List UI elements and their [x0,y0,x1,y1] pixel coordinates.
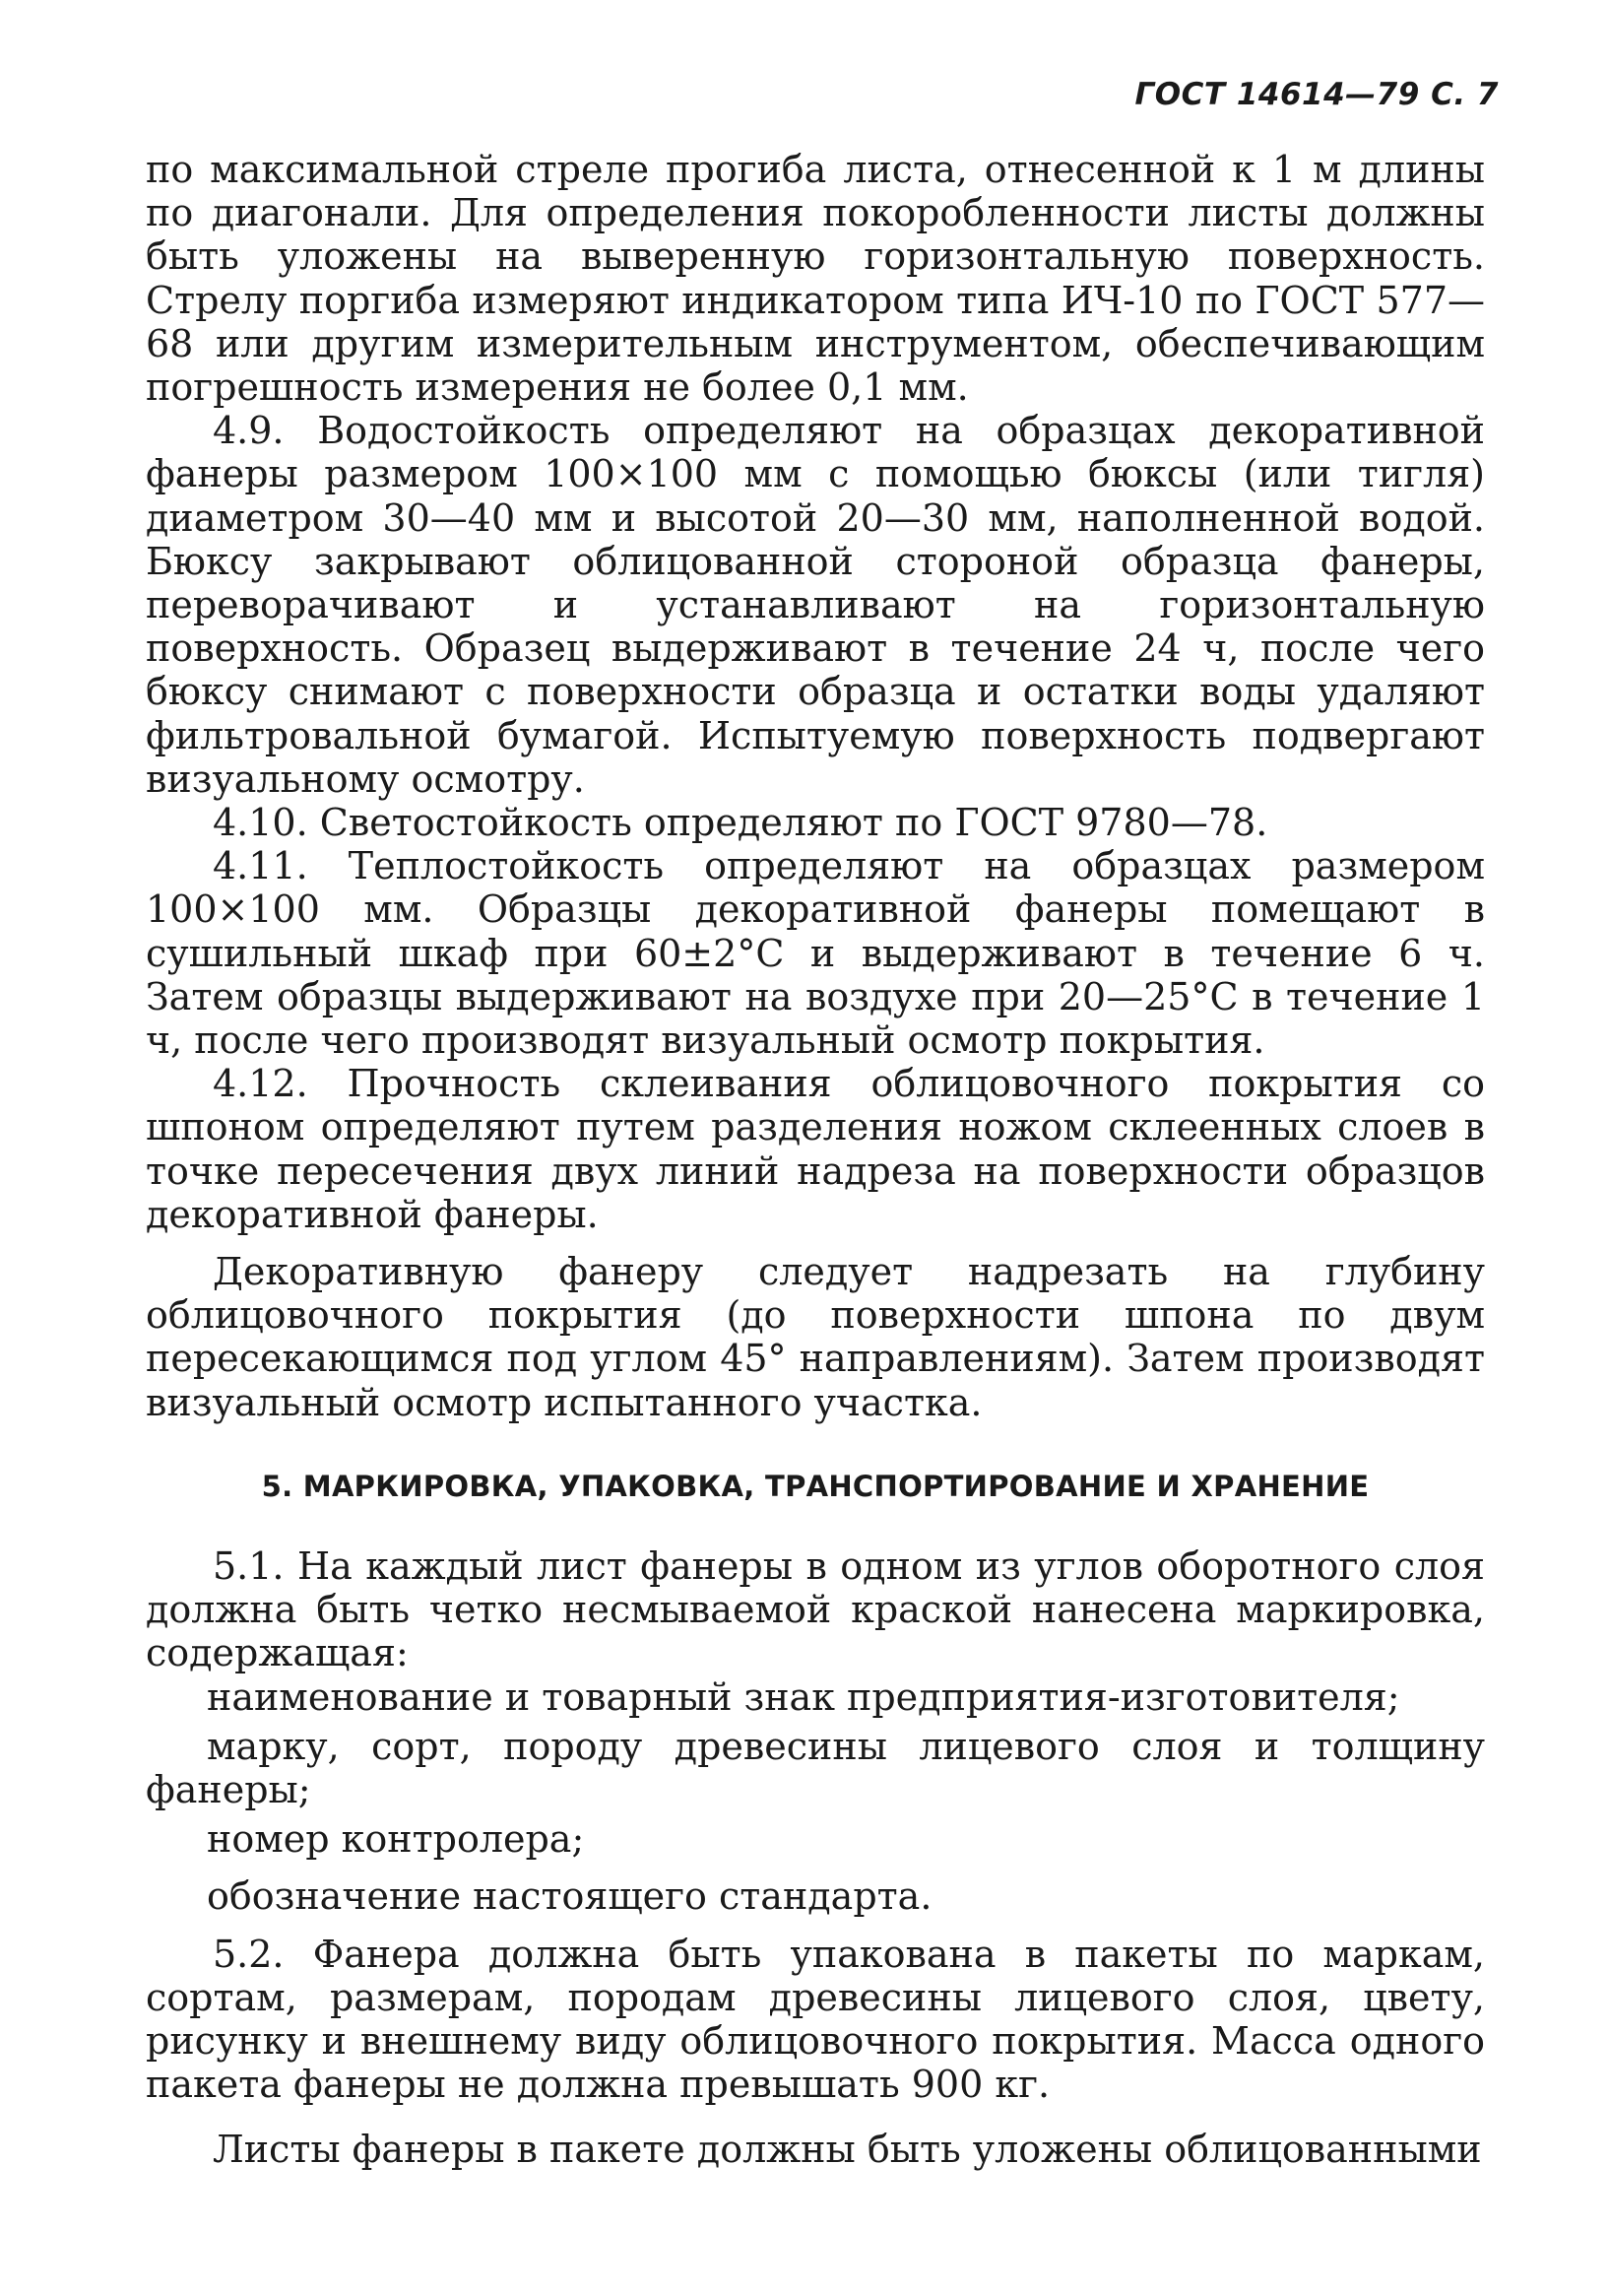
running-header: ГОСТ 14614—79 С. 7 [1134,77,1499,112]
paragraph-4-10: 4.10. Светостойкость определяют по ГОСТ 9780—78. [213,801,1268,845]
list-item: марку, сорт, породу древесины лицевого слоя и толщину фанеры; [146,1724,1485,1811]
paragraph-5-2: 5.2. Фанера должна быть упакована в пакеты по маркам, сортам, размерам, породам древесины лицевого слоя, цвету, рисунку и внешнему виду облицовочного покрытия. Масса одного пакета фанеры не должна превышать 900 кг. [146,1932,1485,2107]
paragraph-4-12: 4.12. Прочность склеивания облицовочного покрытия со шпоном определяют путем разделения ножом склеенных слоев в точке пересечения двух линий надреза на поверхности образцов декоративной фанеры. [146,1062,1485,1236]
document-body [146,148,1485,2172]
section-heading-5: 5. МАРКИРОВКА, УПАКОВКА, ТРАНСПОРТИРОВАНИЕ И ХРАНЕНИЕ [261,1469,1370,1503]
list-item: номер контролера; [207,1817,585,1862]
paragraph-continuation: по максимальной стреле прогиба листа, отнесенной к 1 м длины по диагонали. Для определения покоробленности листы должны быть уложены на выверенную горизонтальную поверхность. Стрелу поргиба измеряют индикатором типа ИЧ-10 по ГОСТ 577—68 или другим измерительным инструментом, обеспечивающим погрешность измерения не более 0,1 мм. [146,148,1485,410]
paragraph-5-2-continuation: Листы фанеры в пакете должны быть уложены облицованными [213,2128,1482,2172]
paragraph-4-12-continuation: Декоративную фанеру следует надрезать на глубину облицовочного покрытия (до поверхности шпона по двум пересекающимся под углом 45° направлениям). Затем производят визуальный осмотр испытанного участка. [146,1250,1485,1424]
paragraph-5-1: 5.1. На каждый лист фанеры в одном из углов оборотного слоя должна быть четко несмываемой краской нанесена маркировка, содержащая: [146,1543,1485,1675]
list-item: наименование и товарный знак предприятия-изготовителя; [207,1674,1400,1719]
list-item: обозначение настоящего стандарта. [207,1874,933,1919]
paragraph-4-11: 4.11. Теплостойкость определяют на образцах размером 100×100 мм. Образцы декоративной фанеры помещают в сушильный шкаф при 60±2°С и выдерживают в течение 6 ч. Затем образцы выдерживают на воздухе при 20—25°С в течение 1 ч, после чего производят визуальный осмотр покрытия. [146,844,1485,1063]
paragraph-4-9: 4.9. Водостойкость определяют на образцах декоративной фанеры размером 100×100 мм с помощью бюксы (или тигля) диаметром 30—40 мм и высотой 20—30 мм, наполненной водой. Бюксу закрывают облицованной стороной образца фанеры, переворачивают и устанавливают на горизонтальную поверхность. Образец выдерживают в течение 24 ч, после чего бюксу снимают с поверхности образца и остатки воды удаляют фильтровальной бумагой. Испытуемую поверхность подвергают визуальному осмотру. [146,409,1485,801]
